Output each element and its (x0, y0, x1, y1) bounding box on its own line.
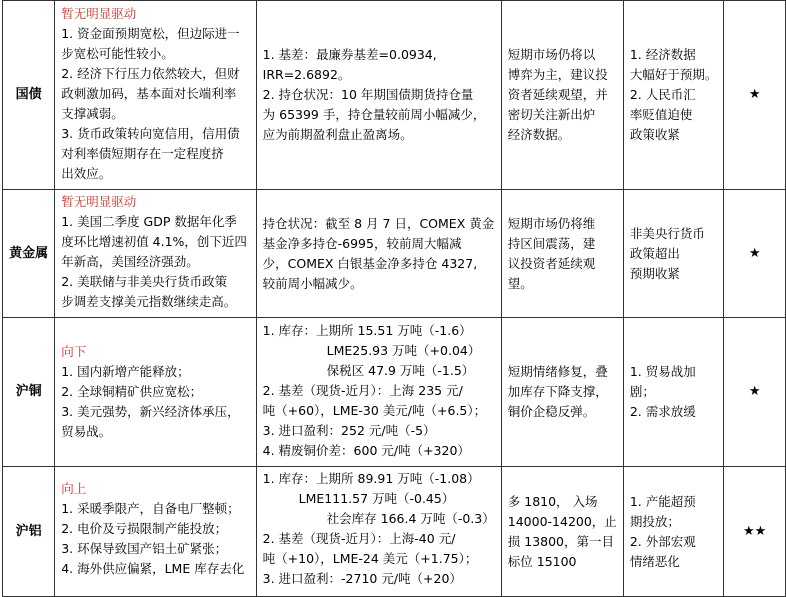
driver-line: 1. 美国二季度 GDP 数据年化季 (61, 214, 237, 229)
risk-cell (623, 318, 724, 467)
driver-line: 4. 海外供应偏紧，LME 库存去化 (61, 561, 245, 576)
data-line: LME111.57 万吨（-0.45） (298, 491, 455, 506)
drivers-cell (55, 467, 256, 597)
drivers-cell (55, 190, 256, 318)
strategy-line: 铜价企稳反弹。 (507, 404, 596, 419)
driver-line: 2. 电价及亏损限制产能投放； (61, 521, 228, 536)
risk-line: 1. 产能超预 (629, 493, 696, 509)
category-cell: 沪铜 (3, 318, 55, 467)
data-line: 1. 库存：上期所 15.51 万吨（-1.6） (262, 323, 472, 338)
driver-line: 2. 美联储与非美央行货币政策 (61, 274, 228, 289)
data-line: 社会库存 166.4 万吨（-0.3） (326, 511, 495, 526)
strategy-line: 博弈为主，建议投 (507, 67, 608, 82)
driver-line: 步调差支撑美元指数继续走高。 (61, 294, 237, 309)
risk-line: 预期收紧 (629, 265, 680, 281)
data-line: 应为前期盈利盘止盈离场。 (262, 127, 413, 142)
data-line: 保税区 47.9 万吨（-1.5） (326, 363, 475, 378)
driver-line: 1. 国内新增产能释放； (61, 364, 190, 379)
strategy-line: 短期市场仍将以 (507, 47, 596, 62)
driver-line: 支撑减弱。 (61, 106, 124, 121)
table-row (3, 190, 786, 318)
direction-label: 暂无明显驱动 (61, 6, 137, 21)
data-line: 1. 基差：最廉券基差=0.0934, (262, 47, 437, 62)
driver-line: 1. 采暖季限产，自备电厂整顿； (61, 501, 240, 516)
driver-line: 对利率债短期存在一定程度挤 (61, 146, 224, 161)
data-line: 基金净多持仓-6995，较前周大幅减 (262, 235, 462, 251)
risk-line: 2. 需求放缓 (629, 404, 696, 419)
drivers-cell (55, 318, 256, 467)
table-row (3, 467, 786, 597)
data-line: 3. 进口盈利：-2710 元/吨（+20） (262, 571, 462, 586)
strategy-line: 短期情绪修复，叠 (507, 364, 608, 379)
data-line: 持仓状况：截至 8 月 7 日，COMEX 黄金 (262, 215, 495, 231)
rating-stars: ★★ (724, 467, 786, 597)
data-line: 2. 基差（现货-近月）：上海-40 元/ (262, 531, 456, 546)
data-line: 少，COMEX 白银基金净多持仓 4327, (262, 255, 478, 271)
data-line: 为 65399 手，持仓量较前周小幅减少， (262, 107, 486, 122)
risk-cell (623, 467, 724, 597)
risk-line: 1. 贸易战加 (629, 364, 696, 379)
strategy-cell (501, 190, 623, 318)
direction-label: 向下 (61, 344, 87, 359)
strategy-line: 议投资者延续观 (507, 255, 596, 271)
direction-label: 向上 (61, 481, 87, 496)
driver-line: 3. 货币政策转向宽信用，信用债 (61, 126, 240, 141)
direction-label: 暂无明显驱动 (61, 194, 137, 209)
strategy-line: 短期市场仍将维 (507, 215, 596, 231)
data-line: 吨（+10），LME-24 美元（+1.75）； (262, 551, 478, 566)
strategy-line: 经济数据。 (507, 127, 571, 142)
strategy-cell (501, 318, 623, 467)
data-line: LME25.93 万吨（+0.04） (326, 343, 481, 358)
strategy-line: 标位 15100 (507, 553, 577, 569)
risk-line: 剧； (629, 384, 655, 399)
driver-line: 步宽松可能性较小。 (61, 46, 174, 61)
driver-line: 贸易战。 (61, 424, 112, 439)
category-cell: 国债 (3, 1, 55, 190)
table-row (3, 318, 786, 467)
risk-line: 大幅好于预期。 (629, 67, 718, 82)
data-line: IRR=2.6892。 (262, 67, 351, 82)
risk-line: 情绪恶化 (629, 553, 680, 569)
driver-line: 1. 资金面预期宽松，但边际进一 (61, 26, 240, 41)
strategy-line: 持区间震荡，建 (507, 235, 596, 251)
table-row (3, 1, 786, 190)
risk-cell (623, 190, 724, 318)
strategy-line: 密切关注新出炉 (507, 107, 596, 122)
data-line: 3. 进口盈利：252 元/吨（-5） (262, 423, 436, 438)
data-line: 2. 持仓状况：10 年期国债期货持仓量 (262, 87, 474, 102)
risk-line: 2. 外部宏观 (629, 533, 696, 549)
driver-line: 政刺激加码，基本面对长端利率 (61, 86, 237, 101)
risk-line: 1. 经济数据 (629, 47, 696, 62)
risk-line: 率贬值迫使 (629, 107, 693, 122)
driver-line: 年新高，美国经济强劲。 (61, 254, 199, 269)
strategy-line: 损 13800，第一目 (507, 533, 615, 549)
category-cell: 沪铝 (3, 467, 55, 597)
data-line: 4. 精废铜价差：600 元/吨（+320） (262, 443, 470, 458)
data-line: 吨（+60），LME-30 美元/吨（+6.5）； (262, 403, 487, 418)
driver-line: 3. 环保导致国产铝土矿紧张； (61, 541, 228, 556)
strategy-line: 加库存下降支撑， (507, 384, 608, 399)
rating-stars: ★ (724, 1, 786, 190)
data-cell (256, 190, 501, 318)
driver-line: 3. 美元强势，新兴经济体承压， (61, 404, 240, 419)
drivers-cell (55, 1, 256, 190)
strategy-table (2, 0, 786, 597)
strategy-line: 14000-14200，止 (507, 513, 617, 529)
risk-line: 政策超出 (629, 245, 680, 261)
strategy-cell (501, 467, 623, 597)
strategy-line: 资者延续观望，并 (507, 87, 608, 102)
data-line: 2. 基差（现货-近月）：上海 235 元/ (262, 383, 463, 398)
risk-line: 非美央行货币 (629, 225, 705, 241)
strategy-line: 多 1810， 入场 (507, 493, 598, 509)
strategy-line: 望。 (507, 275, 533, 291)
driver-line: 2. 经济下行压力依然较大，但财 (61, 66, 240, 81)
risk-line: 政策收紧 (629, 127, 680, 142)
driver-line: 2. 全球铜精矿供应宽松； (61, 384, 203, 399)
driver-line: 出效应。 (61, 166, 112, 181)
data-cell (256, 467, 501, 597)
risk-cell (623, 1, 724, 190)
data-line: 1. 库存：上期所 89.91 万吨（-1.08） (262, 471, 480, 486)
category-cell: 黄金属 (3, 190, 55, 318)
risk-line: 期投放； (629, 513, 680, 529)
data-cell (256, 1, 501, 190)
risk-line: 2. 人民币汇 (629, 87, 696, 102)
data-cell (256, 318, 501, 467)
driver-line: 度环比增速初值 4.1%，创下近四 (61, 234, 247, 249)
rating-stars: ★ (724, 190, 786, 318)
strategy-cell (501, 1, 623, 190)
data-line: 较前周小幅减少。 (262, 275, 363, 291)
rating-stars: ★ (724, 318, 786, 467)
